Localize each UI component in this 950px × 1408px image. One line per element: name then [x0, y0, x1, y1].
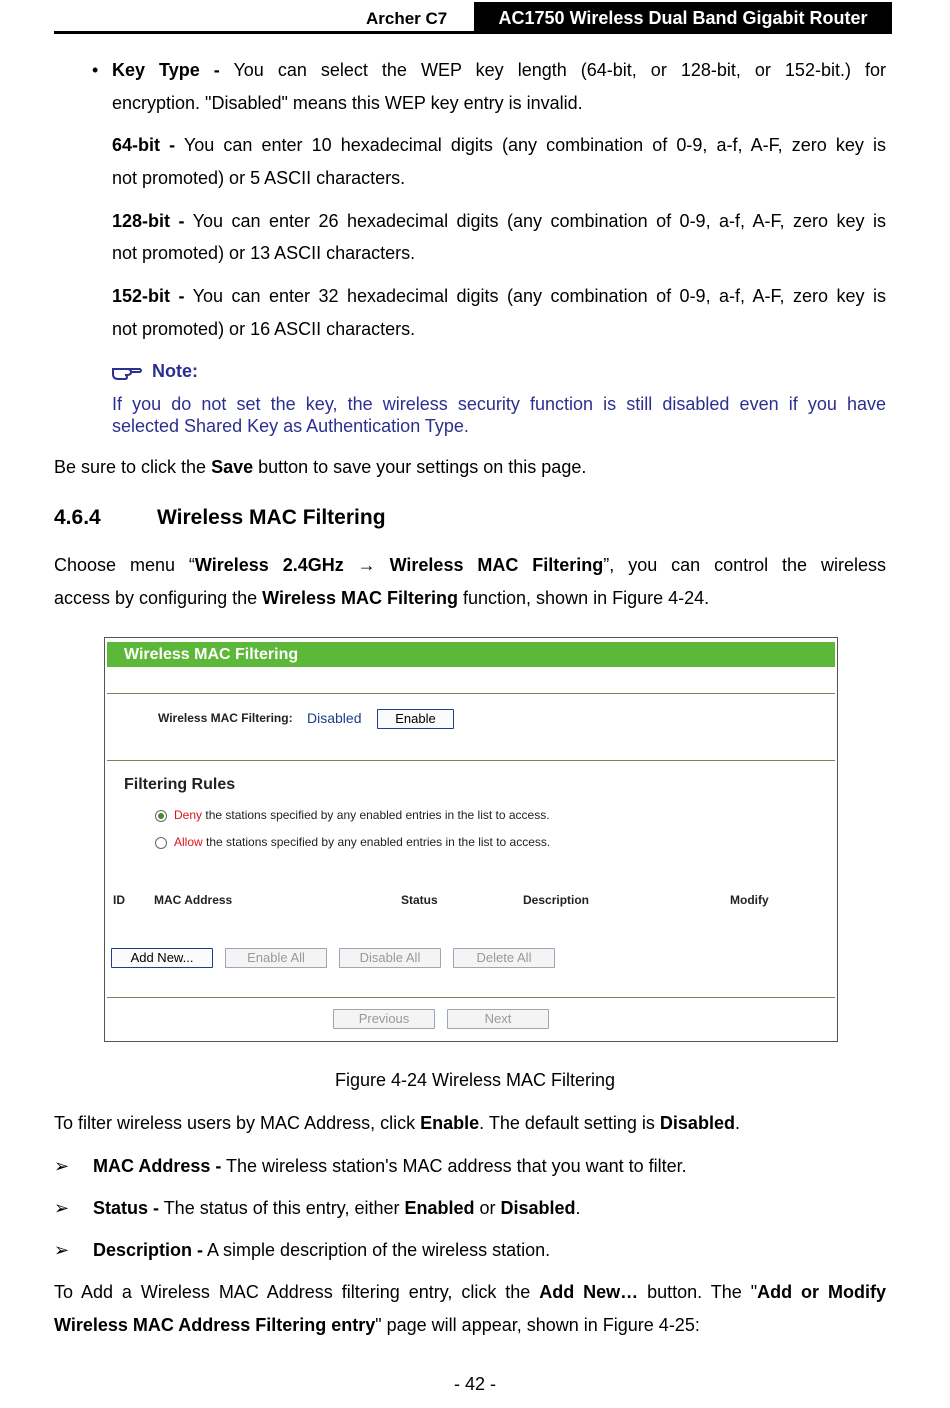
item-text: . — [575, 1198, 581, 1218]
col-id: ID — [113, 893, 125, 907]
delete-all-button[interactable]: Delete All — [453, 948, 555, 968]
item-text: or — [474, 1198, 501, 1218]
intro-post: ”, you can control the wireless — [603, 555, 886, 575]
key-type-term: Key Type - — [112, 60, 220, 80]
add-mid: button. The " — [638, 1282, 758, 1302]
intro-pre: Choose menu “ — [54, 555, 195, 575]
filtering-rules-title: Filtering Rules — [124, 776, 236, 793]
allow-rule-text — [174, 835, 550, 849]
disable-all-button[interactable]: Disable All — [339, 948, 441, 968]
bullet-dot: • — [92, 60, 99, 80]
deny-rest: the stations specified by any enabled entries in the list to access. — [205, 808, 550, 822]
bit128-term: 128-bit - — [112, 211, 185, 231]
enable-all-button[interactable]: Enable All — [225, 948, 327, 968]
divider — [107, 693, 835, 694]
add-new-button[interactable]: Add New... — [111, 948, 213, 968]
intro2-pre: access by configuring the — [54, 588, 263, 608]
divider — [107, 760, 835, 761]
intro2-post: function, shown in Figure 4-24. — [458, 588, 710, 608]
status-label: Wireless MAC Filtering: — [158, 711, 293, 725]
arrow-bullet-icon: ➢ — [54, 1198, 70, 1218]
page-number: - 42 - — [453, 1374, 496, 1394]
allow-radio[interactable] — [155, 837, 167, 849]
divider — [107, 997, 835, 998]
figure-router-ui — [104, 637, 838, 1042]
save-instruction — [54, 451, 586, 484]
allow-rest: the stations specified by any enabled entries in the list to access. — [206, 835, 551, 849]
header-rule — [54, 31, 892, 34]
add2-bold: Wireless MAC Address Filtering entry — [54, 1315, 376, 1335]
bit128-line1 — [112, 205, 886, 238]
next-button[interactable]: Next — [447, 1009, 549, 1029]
filter-bold1: Enable — [420, 1113, 480, 1133]
section-number: 4.6.4 — [54, 506, 101, 529]
item-text: The status of this entry, either — [159, 1198, 405, 1218]
col-status: Status — [401, 893, 438, 907]
section-title: Wireless MAC Filtering — [157, 506, 386, 529]
add-bold2: Add or Modify — [757, 1282, 886, 1302]
arrow-icon: → — [357, 555, 376, 575]
intro-line1 — [54, 549, 886, 582]
header-product-name: AC1750 Wireless Dual Band Gigabit Router — [474, 2, 892, 33]
key-type-desc: You can select the WEP key length (64-bit, or 128-bit, or 152-bit.) for — [233, 60, 886, 80]
bit152-line2: not promoted) or 16 ASCII characters. — [112, 319, 416, 339]
enable-button[interactable]: Enable — [377, 709, 454, 729]
filter-bold2: Disabled — [659, 1113, 735, 1133]
panel-title: Wireless MAC Filtering — [124, 646, 299, 663]
item-text: The wireless station's MAC address that you want to filter. — [221, 1156, 687, 1176]
menu-mac-filtering: Wireless MAC Filtering — [389, 555, 604, 575]
add2-post: " page will appear, shown in Figure 4-25: — [375, 1315, 700, 1335]
bit128-desc: You can enter 26 hexadecimal digits (any combination of 0-9, a-f, A-F, zero key is — [192, 211, 886, 231]
note-line1: If you do not set the key, the wireless security function is still disabled even if you have — [112, 394, 886, 414]
item-status — [93, 1192, 581, 1225]
col-modify: Modify — [730, 893, 769, 907]
save-pre: Be sure to click the — [54, 457, 212, 477]
bit64-desc: You can enter 10 hexadecimal digits (any combination of 0-9, a-f, A-F, zero key is — [183, 135, 886, 155]
arrow-bullet-icon: ➢ — [54, 1156, 70, 1176]
status-value: Disabled — [307, 710, 362, 726]
bit64-line1 — [112, 129, 886, 162]
item-bold: Enabled — [404, 1198, 475, 1218]
bit128-line2: not promoted) or 13 ASCII characters. — [112, 243, 416, 263]
item-term: MAC Address - — [93, 1156, 222, 1176]
bit152-desc: You can enter 32 hexadecimal digits (any combination of 0-9, a-f, A-F, zero key is — [192, 286, 886, 306]
item-bold: Disabled — [500, 1198, 576, 1218]
key-type-line1 — [112, 54, 886, 87]
intro-line2 — [54, 582, 709, 615]
item-term: Description - — [93, 1240, 204, 1260]
previous-button[interactable]: Previous — [333, 1009, 435, 1029]
save-bold: Save — [211, 457, 254, 477]
col-mac-address: MAC Address — [154, 893, 233, 907]
save-post: button to save your settings on this page. — [253, 457, 587, 477]
menu-wireless: Wireless 2.4GHz — [194, 555, 344, 575]
bit152-line1 — [112, 280, 886, 313]
item-text: A simple description of the wireless station. — [203, 1240, 551, 1260]
item-description — [93, 1234, 550, 1267]
pointing-hand-icon — [112, 363, 144, 386]
deny-rule-text — [174, 808, 550, 822]
filter-instruction — [54, 1107, 740, 1140]
deny-radio[interactable] — [155, 810, 167, 822]
col-description: Description — [523, 893, 590, 907]
item-mac-address — [93, 1150, 687, 1183]
key-type-line2: encryption. "Disabled" means this WEP key entry is invalid. — [112, 93, 583, 113]
bit64-line2: not promoted) or 5 ASCII characters. — [112, 168, 406, 188]
allow-word: Allow — [174, 835, 203, 849]
filter-pre: To filter wireless users by MAC Address, click — [54, 1113, 421, 1133]
arrow-bullet-icon: ➢ — [54, 1240, 70, 1260]
bit152-term: 152-bit - — [112, 286, 185, 306]
filter-post: . — [734, 1113, 740, 1133]
deny-word: Deny — [174, 808, 203, 822]
add-pre: To Add a Wireless MAC Address filtering entry, click the — [54, 1282, 540, 1302]
add-para-line1 — [54, 1276, 886, 1309]
panel-title-bar — [107, 642, 835, 667]
filter-mid: . The default setting is — [479, 1113, 660, 1133]
note-label: Note: — [152, 361, 198, 381]
intro2-bold: Wireless MAC Filtering — [262, 588, 458, 608]
header-model: Archer C7 — [366, 9, 448, 28]
add-para-line2 — [54, 1309, 700, 1342]
figure-caption: Figure 4-24 Wireless MAC Filtering — [334, 1070, 616, 1090]
item-term: Status - — [93, 1198, 160, 1218]
add-bold: Add New… — [539, 1282, 639, 1302]
bit64-term: 64-bit - — [112, 135, 176, 155]
note-line2: selected Shared Key as Authentication Type. — [112, 416, 469, 436]
